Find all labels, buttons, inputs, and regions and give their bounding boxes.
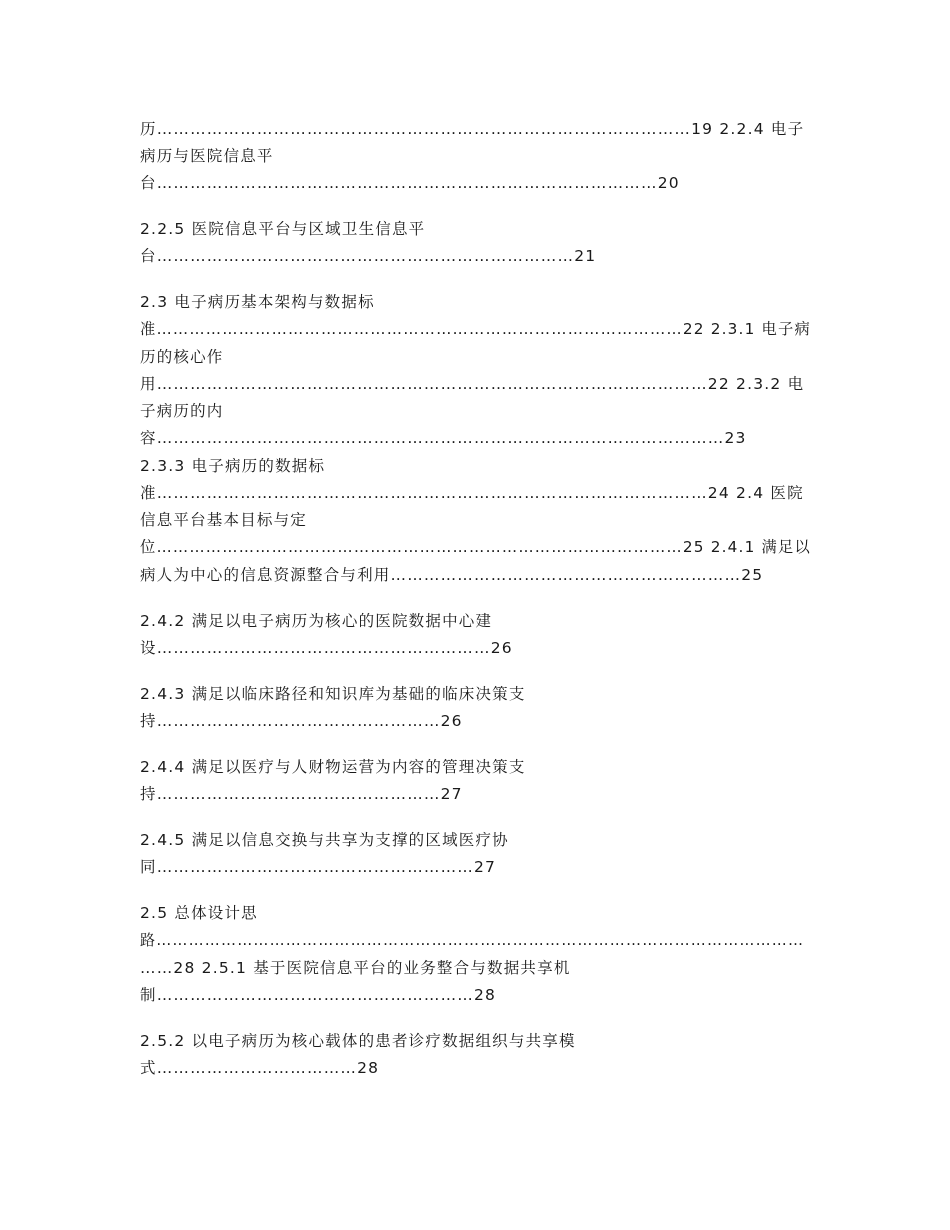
toc-line: 制…………………………………………………28	[140, 986, 497, 1004]
toc-line: 路…………………………………………………………………………………………………………	[140, 931, 805, 949]
toc-line: 式………………………………28	[140, 1059, 380, 1077]
toc-line: 2.2.5 医院信息平台与区域卫生信息平	[140, 220, 426, 238]
toc-line: 2.3 电子病历基本架构与数据标	[140, 293, 375, 311]
toc-line: 2.5.2 以电子病历为核心载体的患者诊疗数据组织与共享模	[140, 1032, 576, 1050]
toc-line: 病历与医院信息平	[140, 147, 274, 165]
toc-line: 持……………………………………………26	[140, 712, 463, 730]
toc-line: 准………………………………………………………………………………………24 2.4 医院	[140, 484, 804, 502]
toc-line: 子病历的内	[140, 402, 224, 420]
toc-line: 历……………………………………………………………………………………19 2.2.4 电子	[140, 120, 805, 138]
toc-line: 同…………………………………………………27	[140, 858, 497, 876]
toc-line: 容…………………………………………………………………………………………23	[140, 429, 747, 447]
toc-line: ……28 2.5.1 基于医院信息平台的业务整合与数据共享机	[140, 959, 571, 977]
toc-line: 准……………………………………………………………………………………22 2.3.1 电子病	[140, 320, 811, 338]
toc-line: 2.4.3 满足以临床路径和知识库为基础的临床决策支	[140, 685, 526, 703]
toc-line: 信息平台基本目标与定	[140, 511, 308, 529]
toc-line: 病人为中心的信息资源整合与利用………………………………………………………25	[140, 566, 764, 584]
toc-line: 2.4.4 满足以医疗与人财物运营为内容的管理决策支	[140, 758, 526, 776]
toc-line: 2.5 总体设计思	[140, 904, 258, 922]
toc-line: 历的核心作	[140, 348, 224, 366]
toc-line: 持……………………………………………27	[140, 785, 463, 803]
toc-line: 位……………………………………………………………………………………25 2.4.1 满足以	[140, 538, 811, 556]
toc-line: 台………………………………………………………………………………20	[140, 174, 680, 192]
toc-line: 台…………………………………………………………………21	[140, 247, 597, 265]
toc-line: 用………………………………………………………………………………………22 2.3.2 电	[140, 375, 805, 393]
toc-line: 2.4.2 满足以电子病历为核心的医院数据中心建	[140, 612, 493, 630]
toc-line: 设……………………………………………………26	[140, 639, 513, 657]
toc-line: 2.3.3 电子病历的数据标	[140, 457, 326, 475]
toc-line: 2.4.5 满足以信息交换与共享为支撑的区域医疗协	[140, 831, 509, 849]
